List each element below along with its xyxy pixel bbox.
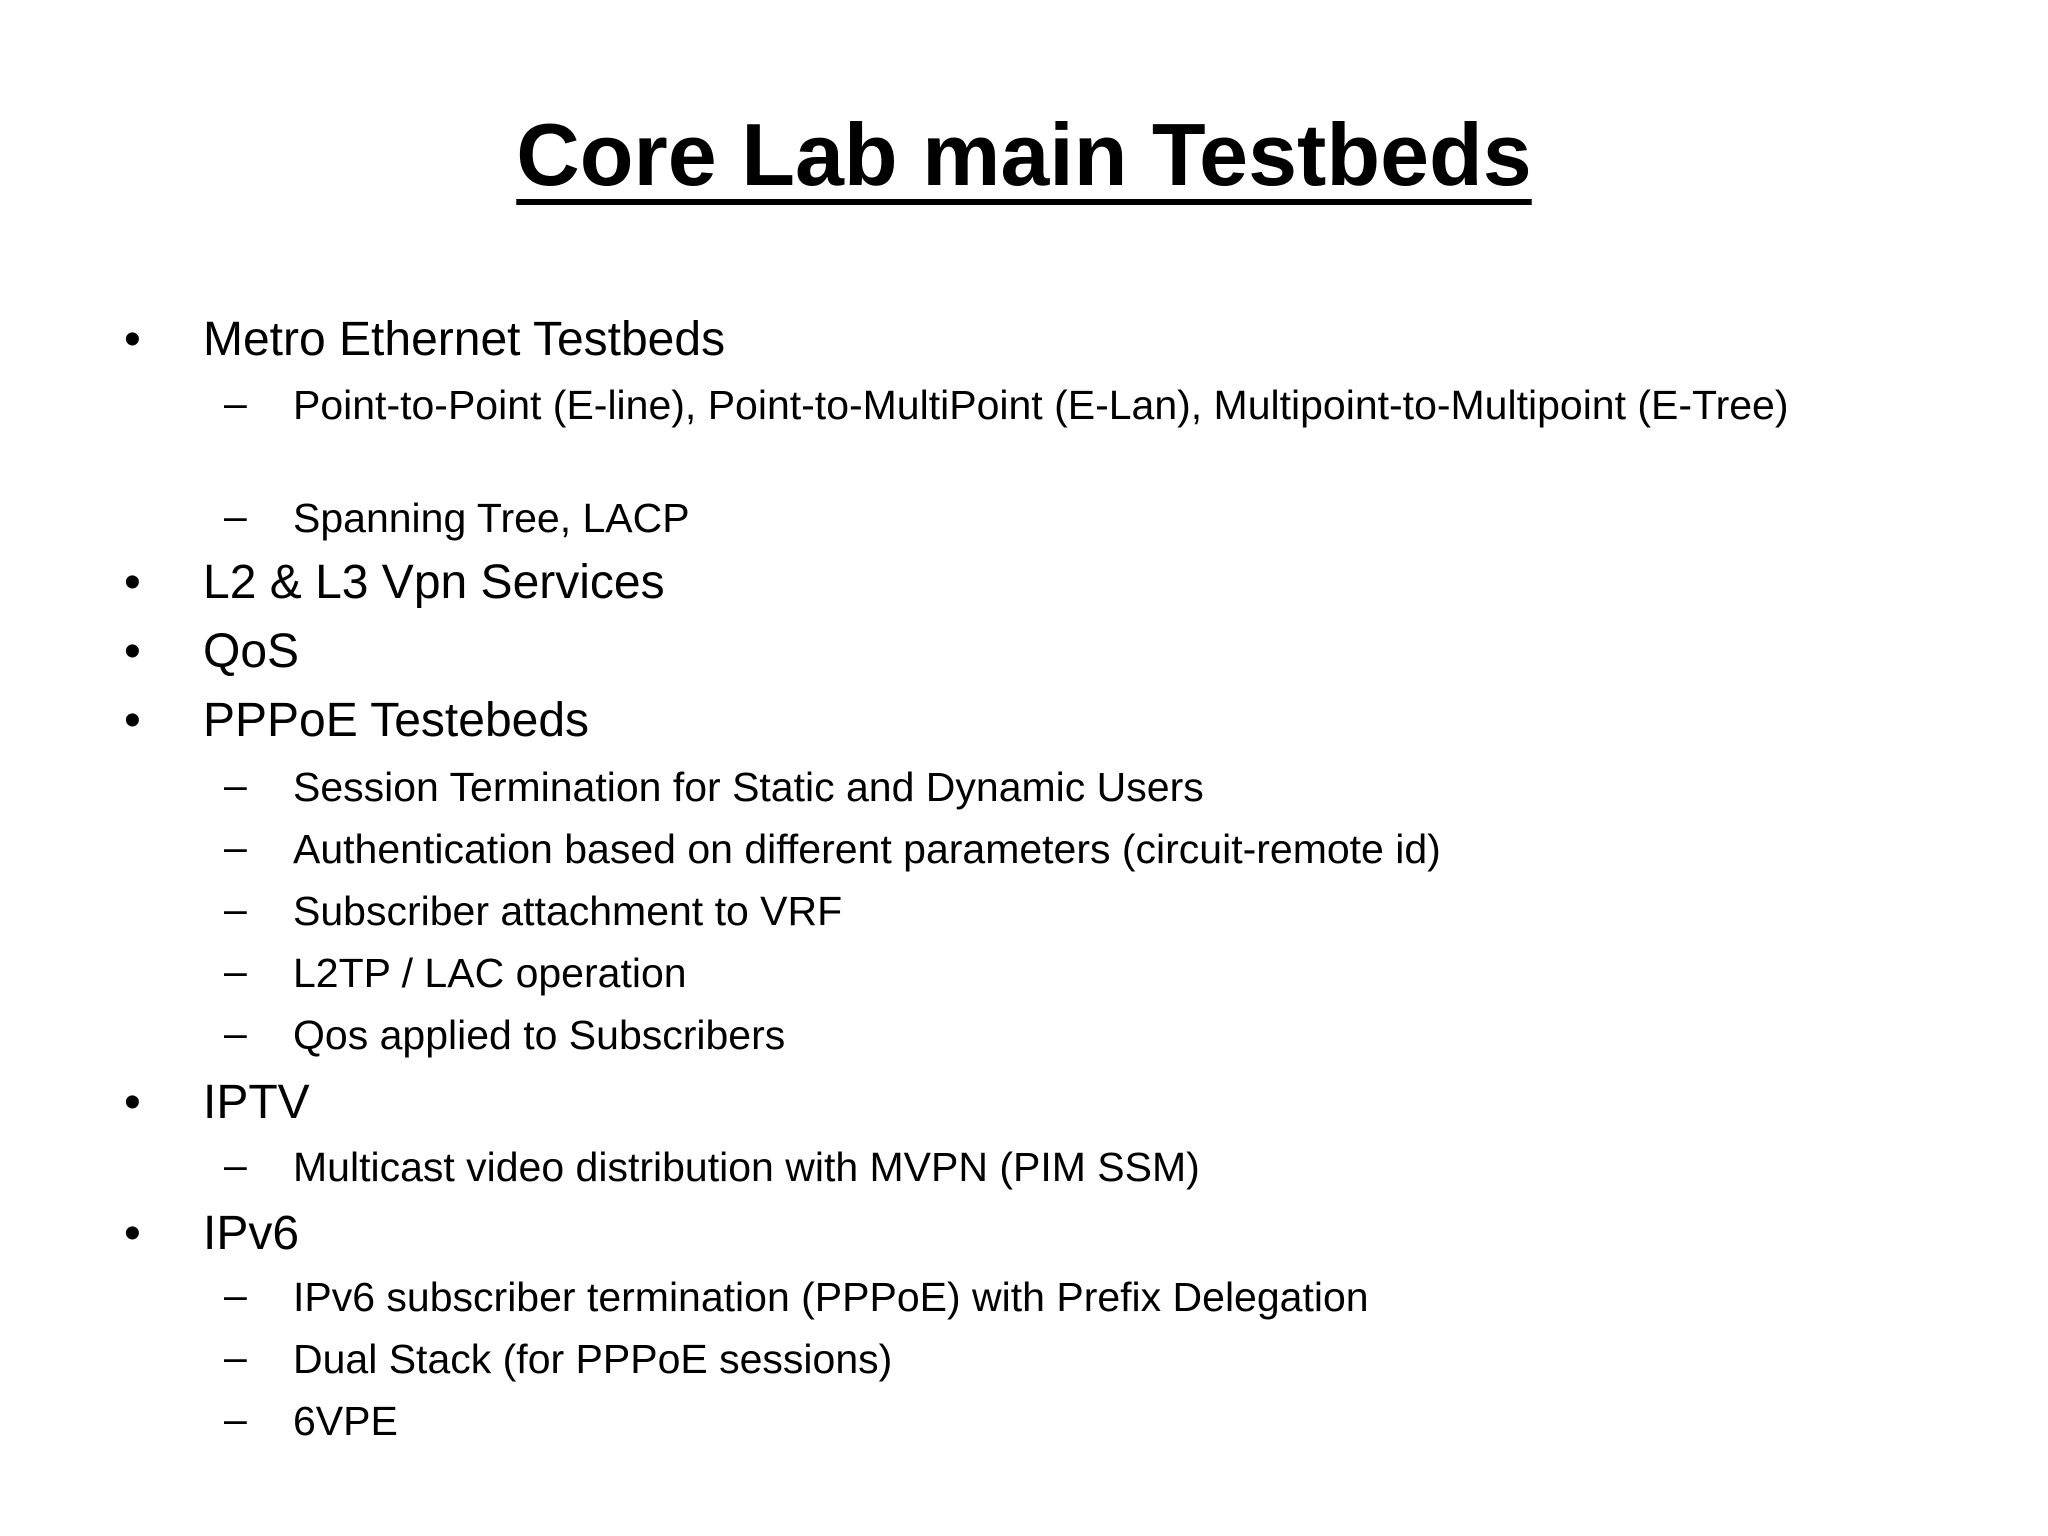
- dash-icon: –: [224, 762, 247, 808]
- sub-list-item-text: IPv6 subscriber termination (PPPoE) with Prefix Delegation: [293, 1274, 1369, 1320]
- list-item-text: IPv6: [203, 1207, 300, 1260]
- dash-icon: –: [224, 380, 247, 426]
- bullet-icon: •: [124, 694, 141, 747]
- bullet-icon: •: [124, 1207, 141, 1260]
- dash-icon: –: [224, 1010, 247, 1056]
- sub-list-item-text: Subscriber attachment to VRF: [293, 888, 843, 934]
- sub-list-item-text: Dual Stack (for PPPoE sessions): [293, 1336, 893, 1382]
- bullet-icon: •: [124, 625, 141, 678]
- sub-list-item-text: Qos applied to Subscribers: [293, 1012, 786, 1058]
- dash-icon: –: [224, 948, 247, 994]
- dash-icon: –: [224, 886, 247, 932]
- sub-list-item-text: Session Termination for Static and Dynamic Users: [293, 764, 1204, 810]
- list-item-text: L2 & L3 Vpn Services: [203, 556, 665, 609]
- sub-list-item-text: Authentication based on different parameters (circuit-remote id): [293, 826, 1441, 872]
- list-item-text: PPPoE Testebeds: [203, 694, 590, 747]
- sub-list-item-text: Multicast video distribution with MVPN (PIM SSM): [293, 1144, 1200, 1190]
- list-item-text: QoS: [203, 625, 300, 678]
- dash-icon: –: [224, 1142, 247, 1188]
- sub-list-item-text: L2TP / LAC operation: [293, 950, 687, 996]
- list-item-text: Metro Ethernet Testbeds: [203, 313, 726, 366]
- bullet-icon: •: [124, 556, 141, 609]
- dash-icon: –: [224, 1334, 247, 1380]
- sub-list-item-text: 6VPE: [293, 1398, 398, 1444]
- sub-list-item-text: Spanning Tree, LACP: [293, 495, 690, 541]
- slide-title: Core Lab main Testbeds: [516, 105, 1532, 204]
- list-item-text: IPTV: [203, 1076, 310, 1129]
- dash-icon: –: [224, 1272, 247, 1318]
- sub-list-item-text: Point-to-Point (E-line), Point-to-MultiPoint (E-Lan), Multipoint-to-Multipoint (E-Tree): [293, 382, 1789, 428]
- bullet-icon: •: [124, 313, 141, 366]
- dash-icon: –: [224, 493, 247, 539]
- dash-icon: –: [224, 1396, 247, 1442]
- dash-icon: –: [224, 824, 247, 870]
- bullet-icon: •: [124, 1076, 141, 1129]
